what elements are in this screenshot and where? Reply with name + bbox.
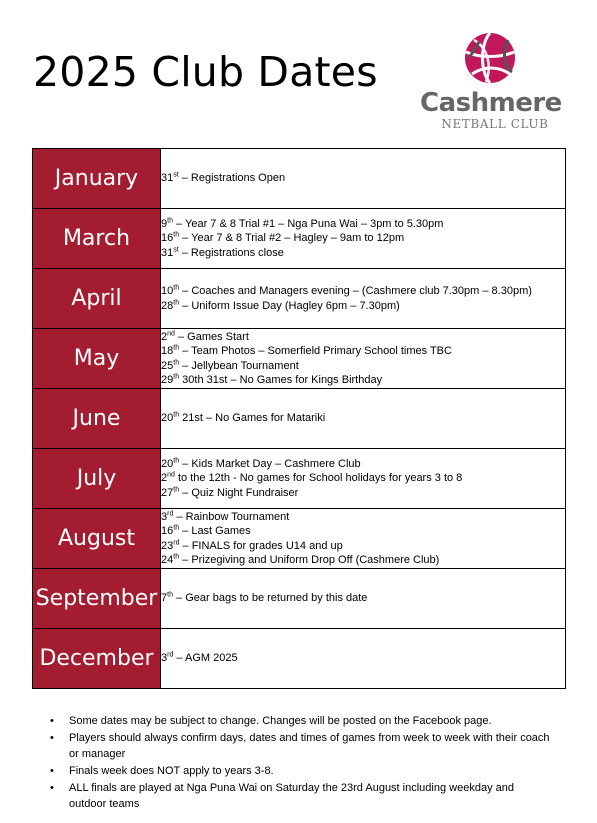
event-text: – Year 7 & 8 Trial #1 – Nga Puna Wai – 3pm to 5.30pm (172, 217, 444, 230)
bullet-icon: • (50, 732, 54, 744)
month-row (33, 149, 566, 209)
event-line (161, 411, 565, 426)
event-text: – Registrations Open (178, 172, 286, 185)
event-day: 18 (161, 345, 174, 357)
event-day-suffix: th (173, 486, 180, 494)
event-line (161, 284, 565, 299)
event-day-suffix: nd (167, 471, 175, 479)
logo-name: Cashmere (420, 88, 562, 118)
event-day-suffix: th (173, 553, 180, 561)
month-events (161, 329, 566, 389)
event-day: 16 (161, 525, 174, 537)
event-day-suffix: th (173, 298, 180, 306)
event-line (161, 344, 565, 359)
event-day: 28 (161, 299, 174, 312)
event-line (161, 217, 565, 232)
event-text: – Games Start (174, 330, 249, 343)
month-events (161, 389, 566, 449)
event-day-suffix: rd (173, 538, 180, 546)
event-line (161, 510, 565, 525)
event-day-suffix: th (173, 411, 180, 419)
month-name: September (33, 569, 161, 629)
note-item: • ALL finals are played at Nga Puna Wai on Saturday the 23rd August including weekday and outdoor teams (50, 782, 514, 810)
event-text: – Gear bags to be returned by this date (172, 592, 368, 605)
month-name: December (33, 629, 161, 689)
event-text: 30th 31st – No Games for Kings Birthday (179, 374, 383, 386)
month-events (161, 569, 566, 629)
event-day-suffix: th (173, 284, 180, 292)
month-row (33, 569, 566, 629)
event-text: – Prizegiving and Uniform Drop Off (Cashmere Club) (179, 554, 440, 566)
event-day: 2 (161, 330, 168, 343)
netball-icon (462, 30, 518, 86)
month-events (161, 269, 566, 329)
event-day-suffix: rd (167, 509, 174, 517)
month-events (161, 509, 566, 569)
month-row (33, 509, 566, 569)
month-events (161, 209, 566, 269)
event-day-suffix: th (173, 457, 180, 465)
event-day: 3 (161, 510, 168, 523)
month-name: January (33, 149, 161, 209)
event-line (161, 231, 565, 246)
month-row (33, 209, 566, 269)
event-line (161, 539, 565, 554)
bullet-icon: • (50, 782, 54, 794)
event-text: – AGM 2025 (173, 652, 238, 665)
month-row (33, 329, 566, 389)
event-day-suffix: st (173, 246, 179, 254)
event-text: – Registrations close (178, 246, 284, 259)
notes-list (50, 713, 550, 813)
bullet-icon: • (50, 715, 54, 727)
event-day: 20 (161, 412, 174, 425)
month-name: March (33, 209, 161, 269)
event-day: 31 (161, 246, 174, 259)
event-text: to the 12th - No games for School holidays for years 3 to 8 (174, 472, 463, 485)
event-line (161, 524, 565, 539)
event-day-suffix: nd (167, 329, 175, 337)
event-line (161, 591, 565, 606)
event-day: 23 (161, 539, 174, 552)
month-events (161, 629, 566, 689)
event-day-suffix: st (173, 171, 179, 179)
event-day-suffix: th (173, 524, 180, 532)
page-title: 2025 Club Dates (33, 48, 378, 96)
event-text: – Rainbow Tournament (173, 510, 290, 523)
event-day-suffix: th (173, 373, 180, 381)
event-line (161, 373, 565, 388)
event-text: – Kids Market Day – Cashmere Club (179, 457, 361, 470)
month-name: August (33, 509, 161, 569)
event-day: 7 (161, 592, 168, 605)
event-day: 20 (161, 457, 174, 470)
event-line (161, 299, 565, 314)
event-line (161, 246, 565, 261)
event-text: 21st – No Games for Matariki (179, 412, 326, 425)
event-text: – Year 7 & 8 Trial #2 – Hagley – 9am to 12pm (179, 232, 405, 245)
month-row (33, 389, 566, 449)
event-day-suffix: rd (167, 651, 174, 659)
event-day-suffix: th (167, 217, 173, 225)
event-line (161, 471, 565, 486)
month-name: June (33, 389, 161, 449)
note-item: • Players should always confirm days, dates and times of games from week to week with their coach or manager (50, 732, 550, 760)
event-line (161, 359, 565, 374)
event-text: – Uniform Issue Day (Hagley 6pm – 7.30pm) (179, 299, 400, 312)
event-text: – Jellybean Tournament (179, 359, 299, 372)
month-row (33, 629, 566, 689)
event-day: 25 (161, 359, 174, 372)
event-text: – Team Photos – Somerfield Primary School times TBC (179, 345, 452, 357)
event-line (161, 651, 565, 666)
event-line (161, 457, 565, 472)
club-dates-table (32, 148, 566, 689)
event-day: 16 (161, 232, 174, 245)
club-logo (420, 30, 570, 135)
month-row (33, 449, 566, 509)
event-day-suffix: th (167, 591, 173, 599)
event-day: 29 (161, 374, 174, 386)
event-day: 31 (161, 172, 174, 185)
note-item: • Some dates may be subject to change. Changes will be posted on the Facebook page. (50, 715, 492, 727)
event-day-suffix: th (173, 358, 180, 366)
month-name: July (33, 449, 161, 509)
event-line (161, 171, 565, 186)
event-day: 10 (161, 285, 174, 297)
event-day: 3 (161, 652, 168, 665)
event-text: – Last Games (179, 525, 251, 537)
month-events (161, 149, 566, 209)
logo-subtitle: NETBALL CLUB (441, 117, 549, 131)
event-line (161, 486, 565, 501)
event-day: 24 (161, 554, 174, 566)
month-name: May (33, 329, 161, 389)
event-day-suffix: th (173, 344, 180, 352)
month-events (161, 449, 566, 509)
month-name: April (33, 269, 161, 329)
event-line (161, 553, 565, 568)
note-item: • Finals week does NOT apply to years 3-8. (50, 765, 274, 777)
month-row (33, 269, 566, 329)
bullet-icon: • (50, 765, 54, 777)
event-text: – Coaches and Managers evening – (Cashmere club 7.30pm – 8.30pm) (179, 285, 532, 297)
event-text: – FINALS for grades U14 and up (179, 539, 343, 552)
event-day-suffix: th (173, 231, 180, 239)
event-day: 9 (161, 217, 168, 230)
event-text: – Quiz Night Fundraiser (179, 486, 299, 499)
event-line (161, 330, 565, 345)
event-day: 27 (161, 486, 174, 499)
event-day: 2 (161, 472, 168, 485)
